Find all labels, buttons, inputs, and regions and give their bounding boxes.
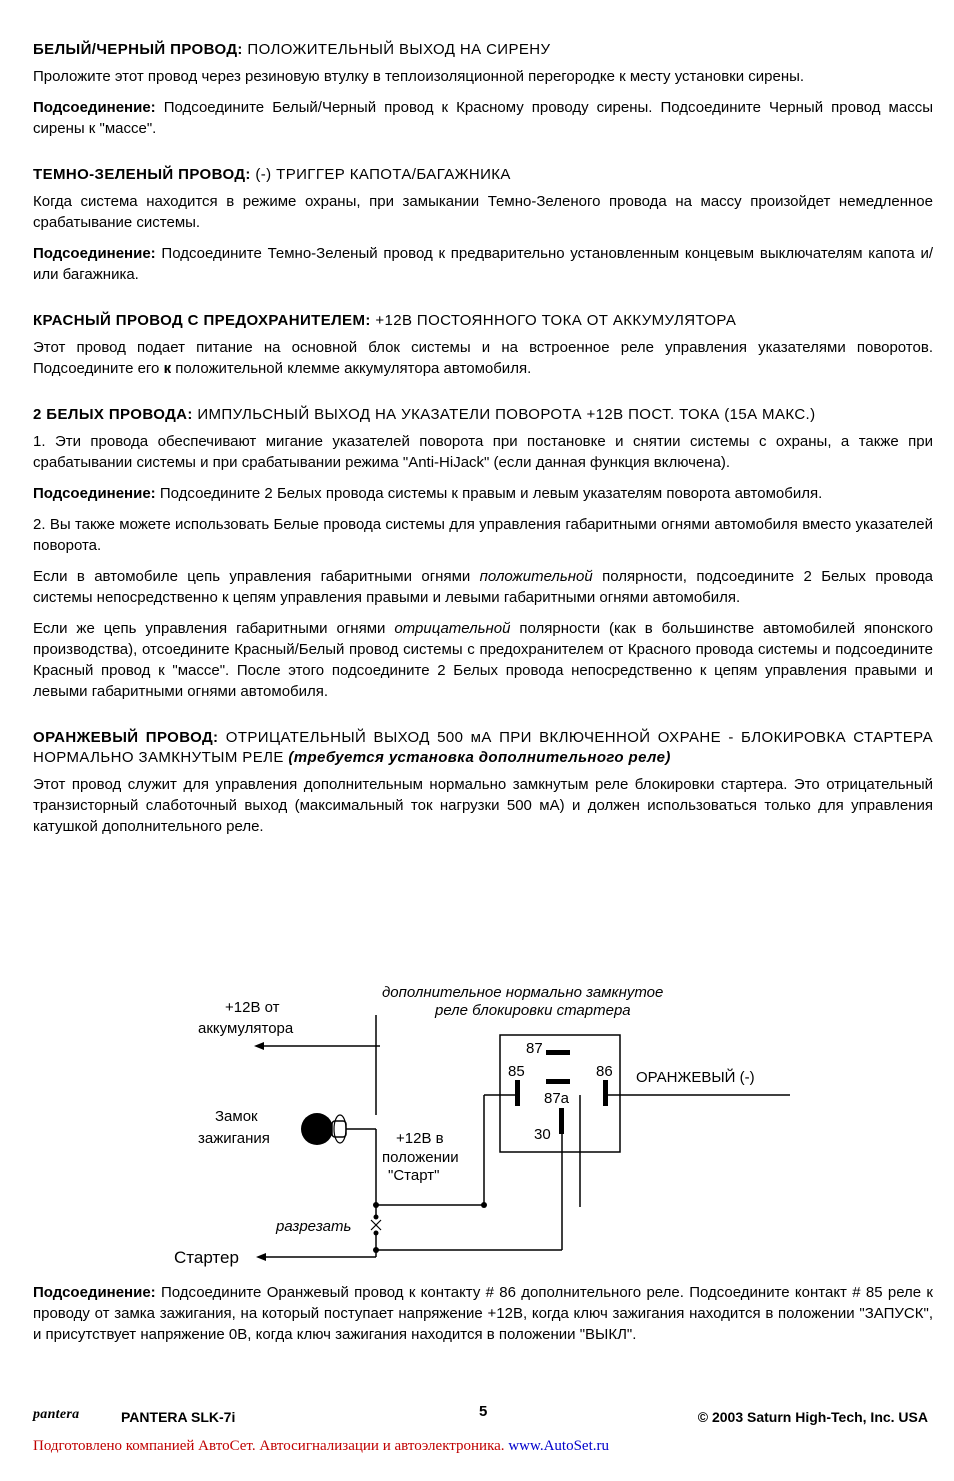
paragraph: 1. Эти провода обеспечивают мигание указателей поворота при постановке и снятии системы с охраны, а также при срабатывании системы и при срабатывании режима "Anti-HiJack" (если данная функция включена).: [33, 433, 933, 471]
connection-text: Подсоедините Темно-Зеленый провод к предварительно установленным концевым выключателям капота и/или багажника.: [33, 245, 933, 283]
ignition-label-line2: зажигания: [198, 1130, 270, 1147]
battery-label-line2: аккумулятора: [198, 1020, 294, 1037]
pin-87-label: 87: [526, 1040, 543, 1057]
cut-label: разрезать: [276, 1218, 352, 1235]
section-title-italic: (требуется установка дополнительного реле): [288, 749, 671, 766]
paragraph: 2. Вы также можете использовать Белые провода системы для управления габаритными огнями автомобиля вместо указателей поворота.: [33, 516, 933, 554]
connection-text: Подсоедините Оранжевый провод к контакту # 86 дополнительного реле. Подсоедините контакт # 85 реле к проводу от замка зажигания, на который поступает напряжение +12В, когда ключ зажигания находится в положении "ЗАПУСК", и присутствует напряжение 0В, когда ключ зажигания находится в положении "ВЫКЛ".: [33, 1284, 933, 1343]
orange-wire-label: ОРАНЖЕВЫЙ (-): [636, 1069, 755, 1086]
page-number: 5: [479, 1403, 488, 1420]
credit-line: [33, 1438, 933, 1455]
pantera-logo: pantera: [33, 1407, 80, 1422]
text-part: Этот провод подает питание на основной блок системы и на встроенное реле управления указателями поворотов. Подсоедините его: [33, 339, 933, 377]
connection-text: Подсоедините Белый/Черный провод к Красному проводу сирены. Подсоедините Черный провод массы сирены к "массе".: [33, 99, 933, 137]
pin-85-label: 85: [508, 1063, 525, 1080]
text-italic: отрицательной: [394, 620, 511, 637]
connection-paragraph: [33, 243, 933, 285]
connection-label: Подсоединение:: [33, 1284, 156, 1301]
pin-30-label: 30: [534, 1126, 551, 1143]
paragraph: [33, 618, 933, 702]
section-title-bold: ОРАНЖЕВЫЙ ПРОВОД:: [33, 729, 219, 746]
section-title-rest: ОТРИЦАТЕЛЬНЫЙ ВЫХОД 500 мА ПРИ ВКЛЮЧЕННОЙ ОХРАНЕ - БЛОКИРОВКА СТАРТЕРА НОРМАЛЬНО ЗАМКНУТЫМ РЕЛЕ: [33, 729, 933, 766]
text-bold: к: [163, 360, 172, 377]
text-italic: положительной: [479, 568, 593, 585]
connection-text: Подсоедините 2 Белых провода системы к правым и левым указателям поворота автомобиля.: [155, 485, 823, 502]
autoset-link[interactable]: www.AutoSet.ru: [508, 1438, 609, 1454]
page-content: [33, 40, 933, 847]
paragraph: [33, 566, 933, 608]
text-part: полярности, подсоедините 2 Белых провода системы непосредственно к цепям управления правыми и левыми габаритными огнями автомобиля.: [33, 568, 934, 606]
connection-label: Подсоединение:: [33, 99, 156, 116]
connection-paragraph-orange: [33, 1282, 933, 1345]
start-label-line3: "Старт": [388, 1167, 440, 1184]
section-title-orange: [33, 728, 933, 768]
text-part: полярности (как в большинстве автомобилей японского производства), отсоедините Красный/Белый провод системы с предохранителем от Красного провода системы и подсоедините Красный провод к "массе". После этого подсоедините 2 Белых провода непосредственно к цепям управления правыми и левыми габаритными огнями автомобиля.: [33, 620, 933, 700]
section-title-bold: БЕЛЫЙ/ЧЕРНЫЙ ПРОВОД:: [33, 41, 243, 58]
section-title-white-black: [33, 40, 933, 60]
battery-label-line1: +12В от: [225, 999, 280, 1016]
section-title-bold: 2 БЕЛЫХ ПРОВОДА:: [33, 406, 193, 423]
connection-label: Подсоединение:: [33, 245, 156, 262]
paragraph: Проложите этот провод через резиновую втулку в теплоизоляционной перегородке к месту установки сирены.: [33, 68, 805, 85]
model-name: PANTERA SLK-7i: [121, 1409, 236, 1425]
section-title-white-wires: [33, 405, 933, 425]
connection-paragraph: [33, 97, 933, 139]
text-part: положительной клемме аккумулятора автомобиля.: [171, 360, 532, 377]
paragraph: Этот провод служит для управления дополнительным нормально замкнутым реле блокировки стартера. Это отрицательный транзисторный слаботочный выход (максимальный ток нагрузки 500 мА) и должен использоваться только для управления катушкой дополнительного реле.: [33, 776, 933, 835]
section-title-bold: КРАСНЫЙ ПРОВОД С ПРЕДОХРАНИТЕЛЕМ:: [33, 312, 371, 329]
starter-label: Стартер: [174, 1248, 239, 1267]
ignition-key-icon: [301, 1113, 346, 1145]
pin-87a-label: 87a: [544, 1090, 570, 1107]
section-title-dark-green: [33, 165, 933, 185]
start-label-line2: положении: [382, 1149, 459, 1166]
relay-title-line1: дополнительное нормально замкнутое: [382, 984, 664, 1001]
page-footer: [33, 1405, 928, 1435]
pin-86-label: 86: [596, 1063, 613, 1080]
credit-text: Подготовлено компанией АвтоСет. Автосигнализации и автоэлектроника.: [33, 1438, 509, 1454]
paragraph: Когда система находится в режиме охраны, при замыкании Темно-Зеленого провода на массу произойдет немедленное срабатывание системы.: [33, 193, 933, 231]
copyright: © 2003 Saturn High-Tech, Inc. USA: [697, 1409, 928, 1425]
ignition-label-line1: Замок: [215, 1108, 258, 1125]
starter-relay-wiring-diagram: [150, 975, 810, 1275]
text-part: Если же цепь управления габаритными огнями: [33, 620, 395, 637]
text-part: Если в автомобиле цепь управления габаритными огнями: [33, 568, 480, 585]
section-title-rest: (-) ТРИГГЕР КАПОТА/БАГАЖНИКА: [250, 166, 511, 183]
section-title-rest: ПОЛОЖИТЕЛЬНЫЙ ВЫХОД НА СИРЕНУ: [242, 41, 551, 58]
connection-label: Подсоединение:: [33, 485, 156, 502]
relay-title-line2: реле блокировки стартера: [435, 1002, 631, 1019]
section-title-red-fused: [33, 311, 933, 331]
section-title-bold: ТЕМНО-ЗЕЛЕНЫЙ ПРОВОД:: [33, 166, 251, 183]
section-title-rest: +12В ПОСТОЯННОГО ТОКА ОТ АККУМУЛЯТОРА: [370, 312, 737, 329]
connection-paragraph: [33, 483, 933, 504]
start-label-line1: +12В в: [396, 1130, 444, 1147]
section-title-rest: ИМПУЛЬСНЫЙ ВЫХОД НА УКАЗАТЕЛИ ПОВОРОТА +12В ПОСТ. ТОКА (15А МАКС.): [192, 406, 816, 423]
paragraph: [33, 337, 933, 379]
